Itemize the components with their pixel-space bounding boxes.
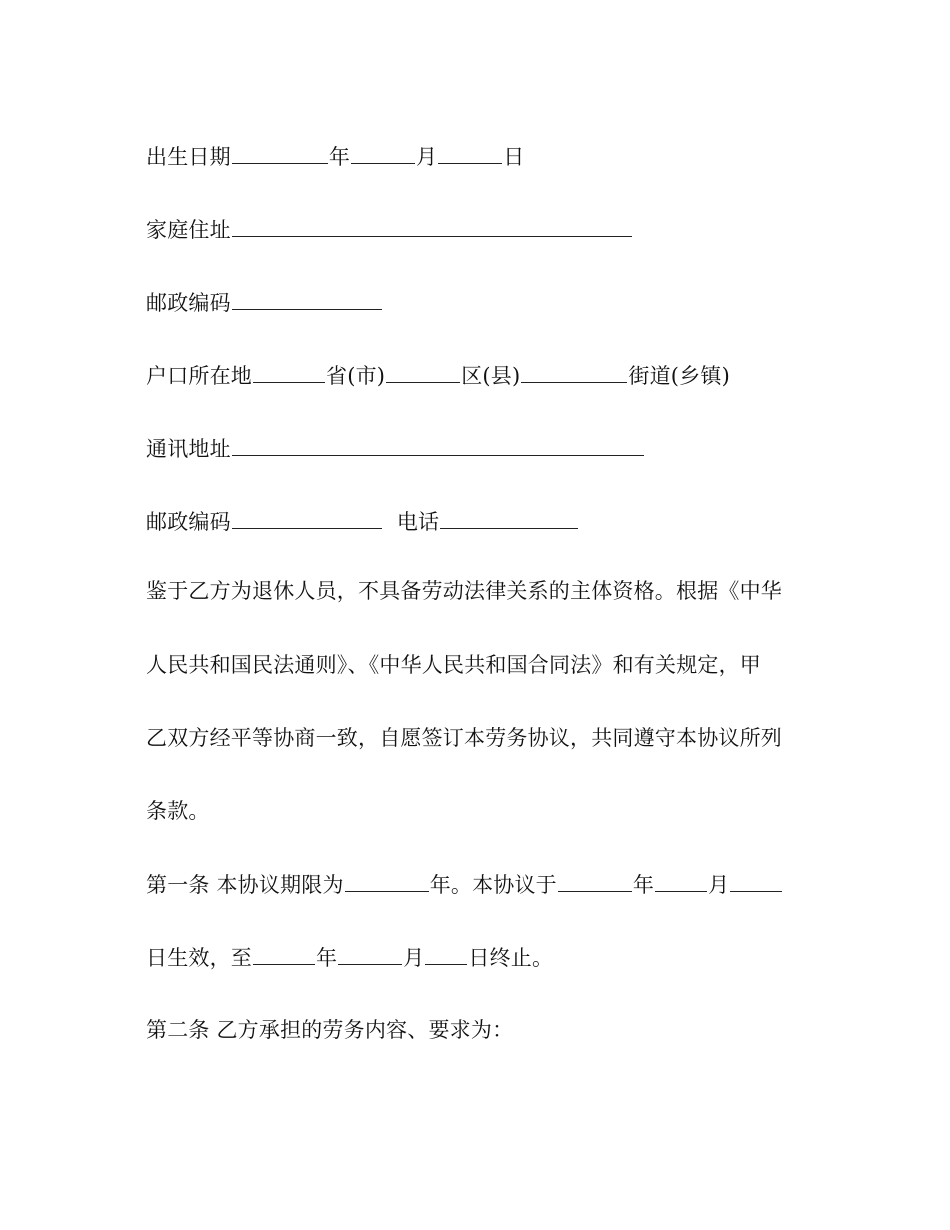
- home-address-row: [146, 216, 633, 243]
- start-year-field[interactable]: [558, 871, 632, 892]
- preamble-line-1: 鉴于乙方为退休人员，不具备劳动法律关系的主体资格。根据《中华: [146, 579, 782, 603]
- mailing-address-field[interactable]: [232, 435, 644, 456]
- month-label: 月: [416, 145, 438, 169]
- district-label: 区(县): [461, 364, 521, 388]
- postal-code-field-2[interactable]: [232, 508, 382, 529]
- article1-prefix: 第一条 本协议期限为: [146, 873, 344, 897]
- postal-code-field-1[interactable]: [232, 289, 382, 310]
- home-address-field[interactable]: [232, 216, 632, 237]
- article1-line-2: [146, 944, 553, 971]
- preamble-line-3: 乙双方经平等协商一致，自愿签订本劳务协议，共同遵守本协议所列: [146, 726, 782, 750]
- hukou-label: 户口所在地: [146, 364, 252, 388]
- article1-line2-start: 日生效，至: [146, 946, 252, 970]
- end-year-field[interactable]: [253, 944, 315, 965]
- street-label: 街道(乡镇): [628, 364, 730, 388]
- phone-label: 电话: [396, 510, 440, 534]
- postal-code-label: 邮政编码: [146, 510, 231, 534]
- hukou-street-field[interactable]: [521, 362, 627, 383]
- hukou-province-field[interactable]: [253, 362, 325, 383]
- birth-day-field[interactable]: [438, 143, 502, 164]
- birth-month-field[interactable]: [351, 143, 415, 164]
- year-label: 年: [328, 145, 351, 169]
- article1-line-1: [146, 871, 783, 898]
- hukou-row: [146, 362, 730, 389]
- article1-year2: 年: [632, 873, 655, 897]
- home-address-label: 家庭住址: [146, 218, 231, 242]
- postal-code-label: 邮政编码: [146, 291, 231, 315]
- preamble-line-4: 条款。: [146, 799, 210, 823]
- birth-date-row: [146, 143, 524, 170]
- article1-month2: 月: [403, 946, 425, 970]
- article1-end: 日终止。: [468, 946, 554, 970]
- postal-code-row-1: [146, 289, 383, 316]
- article2-line: 第二条 乙方承担的劳务内容、要求为：: [146, 1018, 514, 1042]
- article1-year3: 年: [316, 946, 338, 970]
- article1-year1: 年。本协议于: [429, 873, 557, 897]
- article1-month1: 月: [708, 873, 730, 897]
- birth-year-field[interactable]: [232, 143, 328, 164]
- term-years-field[interactable]: [345, 871, 429, 892]
- end-day-field[interactable]: [425, 944, 467, 965]
- start-day-field[interactable]: [730, 871, 782, 892]
- mailing-address-label: 通讯地址: [146, 437, 231, 461]
- mailing-address-row: [146, 435, 645, 462]
- postal-phone-row: [146, 508, 579, 535]
- start-month-field[interactable]: [655, 871, 707, 892]
- hukou-district-field[interactable]: [386, 362, 460, 383]
- province-label: 省(市): [326, 364, 386, 388]
- day-label: 日: [503, 145, 525, 169]
- phone-field[interactable]: [440, 508, 578, 529]
- end-month-field[interactable]: [338, 944, 402, 965]
- preamble-line-2: 人民共和国民法通则》、《中华人民共和国合同法》和有关规定，甲: [146, 653, 761, 677]
- birth-date-label: 出生日期: [146, 145, 231, 169]
